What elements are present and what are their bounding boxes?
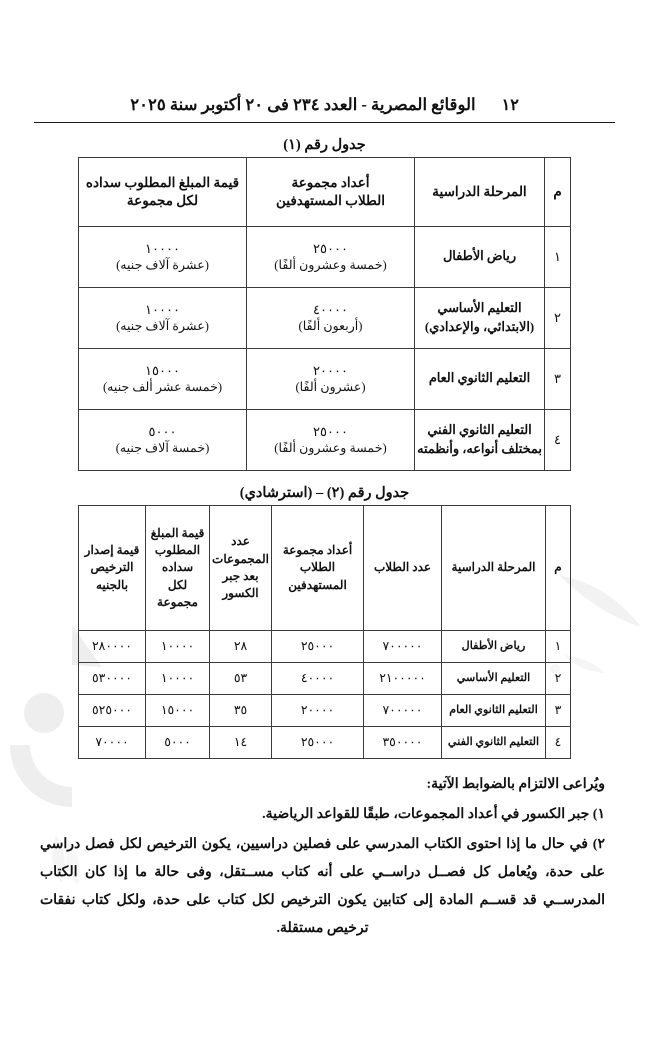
cell-target-group: ٢٥٠٠٠ xyxy=(272,727,364,759)
cell-stage: التعليم الثانوي الفني xyxy=(442,727,546,759)
cell-index: ١ xyxy=(546,631,571,663)
cell-target-group xyxy=(247,288,415,349)
license-line-2: الترخيص بالجنيه xyxy=(90,560,134,592)
table-two-caption: جدول رقم (٢) – (استرشادي) xyxy=(239,485,410,501)
stage-line-1: رياض الأطفال xyxy=(442,249,517,264)
cell-target-group xyxy=(247,227,415,288)
note-item-2: ٢) في حال ما إذا احتوى الكتاب المدرسي على فصلين دراسيين، يكون الترخيص لكل فصل دراسي على حدة، ويُعامل كل فصــل دراســي على أنه كتاب مســتقل، وفى حالة ما إذا كان الكتاب المدرســي قد قســم المادة إلى كتابين يكون الترخيص لكل كتاب على حدة، ولكل كتاب نفقات ترخيص مستقلة. xyxy=(40,837,605,936)
cell-stage: التعليم الثانوي العام xyxy=(442,695,546,727)
amount-line-4: لكل مجموعة xyxy=(157,577,198,610)
column-header-amount-due xyxy=(79,158,247,227)
cell-groups-after-rounding: ١٤ xyxy=(210,727,272,759)
table-row-header xyxy=(79,158,571,227)
table-two xyxy=(78,505,571,759)
page-number: ١٢ xyxy=(501,97,519,114)
column-header-target-group xyxy=(272,506,364,631)
stage-line-1: التعليم الثانوي العام xyxy=(428,371,531,386)
table-row xyxy=(79,349,571,410)
cell-index: ١ xyxy=(545,227,571,288)
cell-index: ٤ xyxy=(545,410,571,471)
groups-line-4: الكسور xyxy=(222,586,259,601)
cell-stage xyxy=(415,349,545,410)
cell-license-value: ٥٢٥٠٠٠ xyxy=(79,695,146,727)
table-row xyxy=(79,288,571,349)
cell-students-count: ٧٠٠٠٠٠ xyxy=(364,631,442,663)
target-words: (أربعون ألفًا) xyxy=(298,319,363,334)
note-item-1: ١) جبر الكسور في أعداد المجموعات، طبقًا للقواعد الرياضية. xyxy=(262,807,605,822)
target-words: (خمسة وعشرون ألفًا) xyxy=(274,258,387,273)
cell-license-value: ٧٠٠٠٠ xyxy=(79,727,146,759)
gazette-title: الوقائع المصرية - العدد ٢٣٤ فى ٢٠ أكتوبر سنة ٢٠٢٥ xyxy=(130,95,476,114)
cell-index: ٣ xyxy=(545,349,571,410)
cell-amount-due xyxy=(79,410,247,471)
amount-line-1: قيمة المبلغ xyxy=(150,525,205,540)
cell-groups-after-rounding: ٢٨ xyxy=(210,631,272,663)
column-header-students-count: عدد الطلاب xyxy=(364,506,442,631)
amount-line-2: المطلوب xyxy=(154,542,201,557)
cell-target-group xyxy=(247,410,415,471)
amount-due-line-2: لكل مجموعة xyxy=(126,193,199,208)
column-header-index: م xyxy=(546,506,571,631)
groups-line-1: عدد xyxy=(231,534,250,549)
notes-section xyxy=(40,771,605,943)
cell-index: ٤ xyxy=(546,727,571,759)
cell-students-count: ٢١٠٠٠٠٠ xyxy=(364,663,442,695)
cell-index: ٢ xyxy=(546,663,571,695)
cell-amount-due xyxy=(79,288,247,349)
target-group-line-2: الطلاب المستهدفين xyxy=(276,193,385,208)
cell-amount-due: ١٠٠٠٠ xyxy=(146,663,210,695)
cell-target-group: ٤٠٠٠٠ xyxy=(272,663,364,695)
target-number: ٢٥٠٠٠ xyxy=(313,240,348,256)
cell-students-count: ٧٠٠٠٠٠ xyxy=(364,695,442,727)
column-header-index: م xyxy=(545,158,571,227)
cell-target-group: ٢٠٠٠٠ xyxy=(272,695,364,727)
page-running-header xyxy=(26,95,623,115)
amount-number: ١٥٠٠٠ xyxy=(145,362,180,378)
stage-line-1: التعليم الأساسي xyxy=(437,300,522,315)
table-row xyxy=(79,727,571,759)
cell-index: ٢ xyxy=(545,288,571,349)
amount-number: ١٠٠٠٠ xyxy=(145,301,180,317)
document-page xyxy=(0,95,649,1058)
stage-line-2: (الابتدائي، والإعدادي) xyxy=(424,320,535,334)
amount-words: (خمسة آلاف جنيه) xyxy=(115,441,210,456)
cell-amount-due xyxy=(79,227,247,288)
cell-groups-after-rounding: ٣٥ xyxy=(210,695,272,727)
license-line-1: قيمة إصدار xyxy=(84,542,140,557)
amount-due-line-1: قيمة المبلغ المطلوب سداده xyxy=(85,174,240,190)
cell-amount-due: ١٠٠٠٠ xyxy=(146,631,210,663)
header-divider xyxy=(34,122,615,123)
cell-target-group xyxy=(247,349,415,410)
cell-amount-due xyxy=(79,349,247,410)
target-group-line-1: أعداد مجموعة xyxy=(291,174,370,190)
target-number: ٢٥٠٠٠ xyxy=(313,423,348,439)
cell-license-value: ٢٨٠٠٠٠ xyxy=(79,631,146,663)
amount-words: (خمسة عشر ألف جنيه) xyxy=(102,380,223,395)
stage-line-2: بمختلف أنواعه، وأنظمته xyxy=(417,442,542,456)
column-header-groups-after-rounding xyxy=(210,506,272,631)
table-row xyxy=(79,410,571,471)
target-words: (عشرون ألفًا) xyxy=(295,380,366,395)
cell-amount-due: ٥٠٠٠ xyxy=(146,727,210,759)
cell-index: ٣ xyxy=(546,695,571,727)
cell-stage xyxy=(415,410,545,471)
cell-stage xyxy=(415,227,545,288)
cell-stage xyxy=(415,288,545,349)
column-header-amount-due xyxy=(146,506,210,631)
amount-line-3: سداده xyxy=(161,560,194,575)
cell-students-count: ٣٥٠٠٠٠ xyxy=(364,727,442,759)
column-header-stage: المرحلة الدراسية xyxy=(442,506,546,631)
cell-groups-after-rounding: ٥٣ xyxy=(210,663,272,695)
column-header-license-value xyxy=(79,506,146,631)
table-one-caption: جدول رقم (١) xyxy=(283,137,366,153)
cell-stage: التعليم الأساسي xyxy=(442,663,546,695)
target-words: (خمسة وعشرون ألفًا) xyxy=(274,441,387,456)
column-header-target-group xyxy=(247,158,415,227)
table-row xyxy=(79,631,571,663)
notes-title: ويُراعى الالتزام بالضوابط الآتية: xyxy=(426,777,605,792)
target-group-line-3: المستهدفين xyxy=(288,577,347,592)
target-number: ٤٠٠٠٠ xyxy=(313,301,348,317)
cell-target-group: ٢٥٠٠٠ xyxy=(272,631,364,663)
amount-words: (عشرة آلاف جنيه) xyxy=(116,258,209,273)
table-row xyxy=(79,663,571,695)
amount-words: (عشرة آلاف جنيه) xyxy=(116,319,209,334)
target-group-line-1: أعداد مجموعة xyxy=(282,542,353,557)
table-row-header xyxy=(79,506,571,631)
column-header-stage: المرحلة الدراسية xyxy=(415,158,545,227)
amount-number: ٥٠٠٠ xyxy=(148,423,177,439)
table-row xyxy=(79,695,571,727)
cell-amount-due: ١٥٠٠٠ xyxy=(146,695,210,727)
cell-stage: رياض الأطفال xyxy=(442,631,546,663)
target-group-line-2: الطلاب xyxy=(299,560,336,575)
table-row xyxy=(79,227,571,288)
target-number: ٢٠٠٠٠ xyxy=(313,362,348,378)
groups-line-3: بعد جبر xyxy=(222,569,259,583)
stage-line-1: التعليم الثانوي الفني xyxy=(427,422,532,437)
table-one xyxy=(78,157,571,471)
groups-line-2: المجموعات xyxy=(212,551,269,566)
amount-number: ١٠٠٠٠ xyxy=(145,240,180,256)
cell-license-value: ٥٣٠٠٠٠ xyxy=(79,663,146,695)
